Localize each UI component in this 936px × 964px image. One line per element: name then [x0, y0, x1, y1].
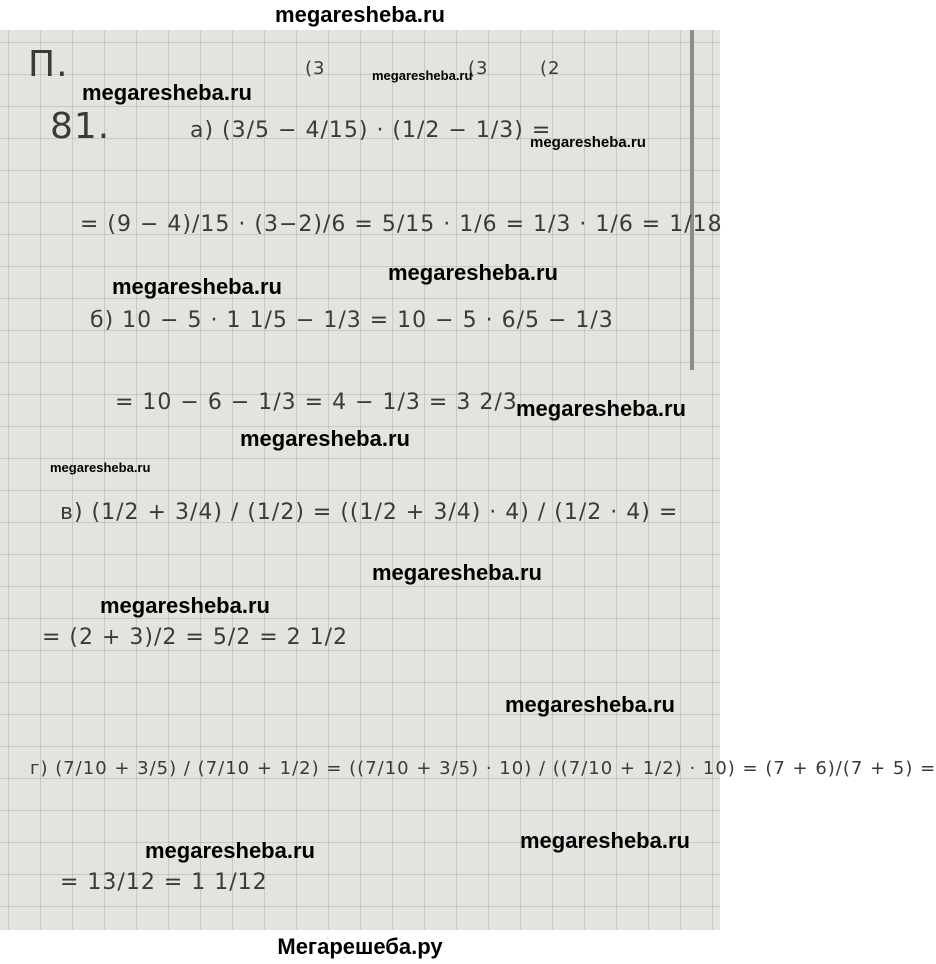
- watermark: megaresheba.ru: [520, 828, 690, 853]
- page-mark: П.: [28, 44, 69, 85]
- watermark: megaresheba.ru: [505, 692, 675, 717]
- margin-line: [690, 30, 694, 370]
- part-a-superscript-2: (2: [540, 58, 561, 79]
- part-g-line1: г) (7/10 + 3/5) / (7/10 + 1/2) = ((7/10 + 3/5) · 10) / ((7/10 + 1/2) · 10) = (7 + 6)/(7 + 5) =: [30, 758, 936, 779]
- watermark: megaresheba.ru: [145, 838, 315, 863]
- part-g-line2: = 13/12 = 1 1/12: [60, 870, 268, 895]
- watermark: megaresheba.ru: [516, 396, 686, 421]
- site-footer: Мегарешеба.ру: [0, 930, 720, 964]
- part-a-line2: = (9 − 4)/15 · (3−2)/6 = 5/15 · 1/6 = 1/3 · 1/6 = 1/18: [80, 212, 723, 237]
- watermark: megaresheba.ru: [388, 260, 558, 285]
- watermark: megaresheba.ru: [50, 460, 151, 475]
- part-a-line1: а) (3/5 − 4/15) · (1/2 − 1/3) =: [190, 118, 552, 143]
- watermark: megaresheba.ru: [100, 593, 270, 618]
- watermark: megaresheba.ru: [530, 134, 646, 151]
- notebook-page: [0, 30, 936, 930]
- site-header: megaresheba.ru: [0, 0, 720, 30]
- part-v-line2: = (2 + 3)/2 = 5/2 = 2 1/2: [42, 625, 349, 650]
- watermark: megaresheba.ru: [82, 80, 252, 105]
- part-b-line1: б) 10 − 5 · 1 1/5 − 1/3 = 10 − 5 · 6/5 − 1/3: [90, 308, 614, 333]
- part-a-superscript-3b: (3: [468, 58, 489, 79]
- part-b-line2: = 10 − 6 − 1/3 = 4 − 1/3 = 3 2/3: [115, 390, 518, 415]
- watermark: megaresheba.ru: [372, 560, 542, 585]
- part-a-superscript-3: (3: [305, 58, 326, 79]
- watermark: megaresheba.ru: [372, 68, 473, 83]
- part-v-line1: в) (1/2 + 3/4) / (1/2) = ((1/2 + 3/4) · 4) / (1/2 · 4) =: [60, 500, 679, 525]
- watermark: megaresheba.ru: [112, 274, 282, 299]
- watermark: megaresheba.ru: [240, 426, 410, 451]
- problem-number: 81.: [50, 106, 111, 147]
